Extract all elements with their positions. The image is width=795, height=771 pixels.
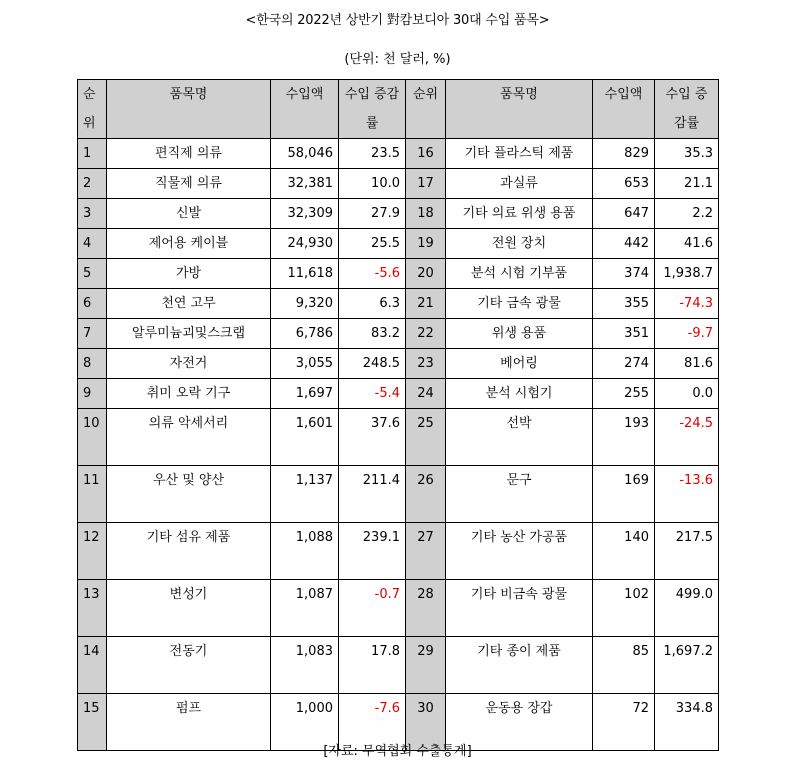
rank-cell-right: 29 [406, 637, 446, 694]
import-amount-cell: 1,087 [271, 580, 339, 637]
table-row [78, 259, 719, 289]
import-amount-cell: 1,000 [271, 694, 339, 751]
rank-cell-right: 17 [406, 169, 446, 199]
import-amount-cell-right: 653 [593, 169, 655, 199]
import-amount-cell: 58,046 [271, 139, 339, 169]
import-amount-cell: 1,083 [271, 637, 339, 694]
table-row [78, 139, 719, 169]
import-items-table [77, 79, 719, 751]
item-name-cell-right: 베어링 [446, 349, 593, 379]
table-row [78, 169, 719, 199]
table-body [78, 139, 719, 751]
rank-cell-right: 21 [406, 289, 446, 319]
growth-rate-cell-right: 334.8 [655, 694, 719, 751]
item-name-cell-right: 기타 금속 광물 [446, 289, 593, 319]
rank-cell: 6 [78, 289, 107, 319]
rank-cell: 15 [78, 694, 107, 751]
item-name-cell: 가방 [107, 259, 271, 289]
header-growth: 수입 증감률 [339, 80, 406, 139]
rank-cell-right: 19 [406, 229, 446, 259]
growth-rate-cell-right: 81.6 [655, 349, 719, 379]
header-item-right: 품목명 [446, 80, 593, 139]
source-note: [자료: 무역협회 수출통계] [323, 744, 472, 759]
rank-cell-right: 23 [406, 349, 446, 379]
table-row [78, 199, 719, 229]
rank-cell-right: 16 [406, 139, 446, 169]
table-row [78, 379, 719, 409]
growth-rate-cell: -5.6 [339, 259, 406, 289]
import-amount-cell-right: 374 [593, 259, 655, 289]
growth-rate-cell: 248.5 [339, 349, 406, 379]
growth-rate-cell-right: 41.6 [655, 229, 719, 259]
item-name-cell-right: 기타 농산 가공품 [446, 523, 593, 580]
rank-cell: 10 [78, 409, 107, 466]
item-name-cell-right: 기타 의료 위생 용품 [446, 199, 593, 229]
import-amount-cell: 9,320 [271, 289, 339, 319]
header-rank: 순위 [78, 80, 107, 139]
item-name-cell: 편직제 의류 [107, 139, 271, 169]
import-amount-cell: 1,137 [271, 466, 339, 523]
growth-rate-cell: 17.8 [339, 637, 406, 694]
growth-rate-cell: -5.4 [339, 379, 406, 409]
import-amount-cell: 6,786 [271, 319, 339, 349]
table-row [78, 523, 719, 580]
import-amount-cell-right: 169 [593, 466, 655, 523]
rank-cell-right: 28 [406, 580, 446, 637]
item-name-cell-right: 분석 시험 기부품 [446, 259, 593, 289]
rank-cell: 4 [78, 229, 107, 259]
growth-rate-cell-right: 35.3 [655, 139, 719, 169]
item-name-cell: 신발 [107, 199, 271, 229]
import-amount-cell-right: 829 [593, 139, 655, 169]
item-name-cell-right: 문구 [446, 466, 593, 523]
growth-rate-cell-right: 217.5 [655, 523, 719, 580]
item-name-cell-right: 기타 비금속 광물 [446, 580, 593, 637]
rank-cell: 12 [78, 523, 107, 580]
rank-cell: 11 [78, 466, 107, 523]
growth-rate-cell: 37.6 [339, 409, 406, 466]
growth-rate-cell-right: -9.7 [655, 319, 719, 349]
table-row [78, 637, 719, 694]
item-name-cell: 펌프 [107, 694, 271, 751]
growth-rate-cell-right: -74.3 [655, 289, 719, 319]
import-amount-cell: 1,601 [271, 409, 339, 466]
item-name-cell: 기타 섬유 제품 [107, 523, 271, 580]
import-amount-cell-right: 647 [593, 199, 655, 229]
unit-note: (단위: 천 달러, %) [344, 52, 451, 67]
import-amount-cell: 32,309 [271, 199, 339, 229]
growth-rate-cell: -0.7 [339, 580, 406, 637]
import-amount-cell: 1,088 [271, 523, 339, 580]
item-name-cell: 우산 및 양산 [107, 466, 271, 523]
item-name-cell: 자전거 [107, 349, 271, 379]
rank-cell-right: 20 [406, 259, 446, 289]
item-name-cell-right: 과실류 [446, 169, 593, 199]
document-title: <한국의 2022년 상반기 對캄보디아 30대 수입 품목> [245, 13, 550, 28]
import-amount-cell-right: 72 [593, 694, 655, 751]
table-row [78, 289, 719, 319]
item-name-cell: 전동기 [107, 637, 271, 694]
item-name-cell: 의류 악세서리 [107, 409, 271, 466]
rank-cell: 7 [78, 319, 107, 349]
table-header [78, 80, 719, 139]
item-name-cell-right: 위생 용품 [446, 319, 593, 349]
item-name-cell: 천연 고무 [107, 289, 271, 319]
header-rank-right: 순위 [406, 80, 446, 139]
import-amount-cell-right: 140 [593, 523, 655, 580]
import-amount-cell-right: 355 [593, 289, 655, 319]
item-name-cell-right: 운동용 장갑 [446, 694, 593, 751]
table-row [78, 319, 719, 349]
item-name-cell: 직물제 의류 [107, 169, 271, 199]
growth-rate-cell-right: 1,938.7 [655, 259, 719, 289]
growth-rate-cell-right: 0.0 [655, 379, 719, 409]
import-amount-cell: 32,381 [271, 169, 339, 199]
import-amount-cell-right: 102 [593, 580, 655, 637]
rank-cell: 2 [78, 169, 107, 199]
growth-rate-cell: 25.5 [339, 229, 406, 259]
table-row [78, 229, 719, 259]
growth-rate-cell-right: -24.5 [655, 409, 719, 466]
growth-rate-cell-right: 2.2 [655, 199, 719, 229]
import-amount-cell: 3,055 [271, 349, 339, 379]
import-amount-cell: 1,697 [271, 379, 339, 409]
rank-cell: 3 [78, 199, 107, 229]
item-name-cell-right: 선박 [446, 409, 593, 466]
item-name-cell-right: 기타 종이 제품 [446, 637, 593, 694]
import-amount-cell: 24,930 [271, 229, 339, 259]
growth-rate-cell: 6.3 [339, 289, 406, 319]
rank-cell-right: 22 [406, 319, 446, 349]
rank-cell: 14 [78, 637, 107, 694]
table-row [78, 409, 719, 466]
import-amount-cell-right: 351 [593, 319, 655, 349]
item-name-cell: 취미 오락 기구 [107, 379, 271, 409]
header-amount: 수입액 [271, 80, 339, 139]
item-name-cell-right: 기타 플라스틱 제품 [446, 139, 593, 169]
growth-rate-cell: 27.9 [339, 199, 406, 229]
rank-cell: 5 [78, 259, 107, 289]
growth-rate-cell-right: -13.6 [655, 466, 719, 523]
import-amount-cell-right: 85 [593, 637, 655, 694]
import-amount-cell-right: 193 [593, 409, 655, 466]
item-name-cell: 변성기 [107, 580, 271, 637]
growth-rate-cell: 83.2 [339, 319, 406, 349]
growth-rate-cell: 10.0 [339, 169, 406, 199]
header-growth-right: 수입 증감률 [655, 80, 719, 139]
item-name-cell: 제어용 케이블 [107, 229, 271, 259]
item-name-cell-right: 전원 장치 [446, 229, 593, 259]
import-amount-cell-right: 255 [593, 379, 655, 409]
table-row [78, 349, 719, 379]
rank-cell: 8 [78, 349, 107, 379]
header-amount-right: 수입액 [593, 80, 655, 139]
import-amount-cell-right: 442 [593, 229, 655, 259]
table-row [78, 466, 719, 523]
growth-rate-cell: -7.6 [339, 694, 406, 751]
rank-cell-right: 18 [406, 199, 446, 229]
growth-rate-cell: 239.1 [339, 523, 406, 580]
import-amount-cell-right: 274 [593, 349, 655, 379]
item-name-cell-right: 분석 시험기 [446, 379, 593, 409]
import-amount-cell: 11,618 [271, 259, 339, 289]
item-name-cell: 알루미늄괴및스크랩 [107, 319, 271, 349]
growth-rate-cell: 211.4 [339, 466, 406, 523]
rank-cell-right: 26 [406, 466, 446, 523]
rank-cell: 13 [78, 580, 107, 637]
growth-rate-cell-right: 1,697.2 [655, 637, 719, 694]
rank-cell-right: 27 [406, 523, 446, 580]
growth-rate-cell: 23.5 [339, 139, 406, 169]
rank-cell-right: 24 [406, 379, 446, 409]
header-item: 품목명 [107, 80, 271, 139]
table-row [78, 580, 719, 637]
rank-cell: 9 [78, 379, 107, 409]
rank-cell: 1 [78, 139, 107, 169]
rank-cell-right: 30 [406, 694, 446, 751]
rank-cell-right: 25 [406, 409, 446, 466]
growth-rate-cell-right: 499.0 [655, 580, 719, 637]
growth-rate-cell-right: 21.1 [655, 169, 719, 199]
